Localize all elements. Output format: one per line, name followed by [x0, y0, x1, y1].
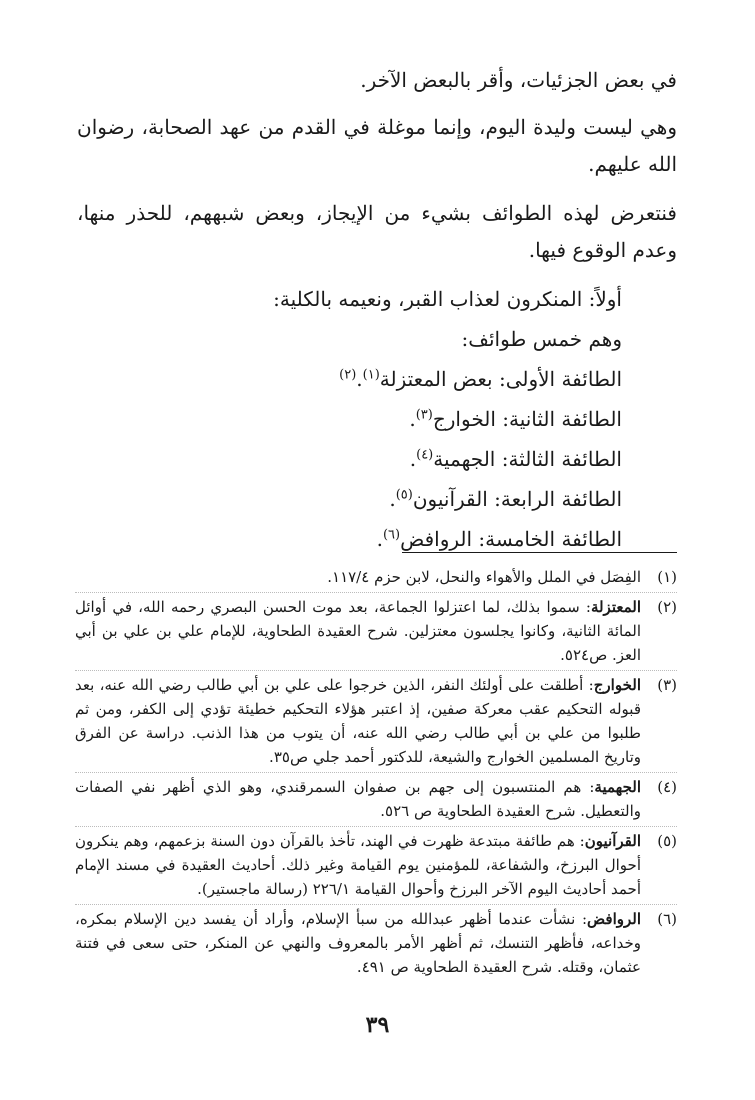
sect-period: .	[409, 407, 416, 431]
footnote-term: المعتزلة	[590, 598, 641, 616]
footnote-body	[75, 907, 641, 979]
footnote-marker[interactable]: (٣)	[415, 407, 433, 423]
footnotes	[75, 565, 677, 982]
sect-item	[77, 399, 622, 439]
footnote	[75, 565, 677, 592]
paragraph: فنتعرض لهذه الطوائف بشيء من الإيجاز، وبعض شبههم، للحذر منها، وعدم الوقوع فيها.	[77, 201, 677, 262]
footnote-body	[75, 565, 641, 589]
sect-text: الطائفة الأولى: بعض المعتزلة	[379, 367, 622, 391]
sect-text: الطائفة الثانية: الخوارج	[432, 407, 622, 431]
paragraph: وهي ليست وليدة اليوم، وإنما موغلة في القدم من عهد الصحابة، رضوان الله عليهم.	[77, 115, 677, 176]
sect-period: .	[389, 487, 396, 511]
footnote-marker[interactable]: (٤)	[416, 447, 434, 463]
footnote-marker[interactable]: (٦)	[382, 527, 401, 543]
sect-period: .	[376, 527, 383, 551]
footnote-text: : أطلقت على أولئك النفر، الذين خرجوا على علي بن أبي طالب رضي الله عنه، بعد قبوله التحكيم عقب معركة صفين، إذ اعتبر هؤلاء التحكيم خطيئة تؤدي إلى الكفر، ومن ثم طلبوا من علي بن أبي طالب رضي الله عنه، أن يتوب من هذا الذنب. دراسة عن الفرق وتاريخ المسلمين الخوارج والشيعة، للدكتور أحمد جلي ص٣٥.	[75, 676, 641, 766]
footnote-text: : نشأت عندما أظهر عبدالله من سبأ الإسلام، وأراد أن يفسد دين الإسلام بمكره، وخداعه، فأظهر التنسك، ثم أظهر الأمر بالمعروف والنهي عن المنكر، حتى سعى في فتنة عثمان، وقتله. شرح العقيدة الطحاوية ص ٤٩١.	[75, 910, 641, 976]
footnote	[75, 826, 677, 904]
footnote-body	[75, 829, 641, 901]
footnote-body	[75, 775, 641, 823]
sect-period: .	[409, 447, 417, 471]
section-subheading: وهم خمس طوائف:	[461, 327, 622, 351]
footnote-marker[interactable]: (٥)	[395, 487, 413, 503]
footnote	[75, 772, 677, 826]
footnote-body	[75, 673, 641, 769]
footnote-separator	[402, 552, 677, 553]
sect-item	[77, 519, 622, 559]
footnote-term: الروافض	[587, 910, 641, 928]
footnote-body	[75, 595, 641, 667]
footnote-number: (٢)	[657, 598, 677, 616]
footnote	[75, 670, 677, 772]
footnote-marker[interactable]: (٢)	[339, 367, 357, 383]
section-heading: أولاً: المنكرون لعذاب القبر، ونعيمه بالكلية:	[273, 287, 622, 311]
sect-text: الطائفة الثالثة: الجهمية	[433, 447, 622, 471]
footnote-number: (٦)	[657, 910, 677, 928]
sect-item	[77, 479, 622, 519]
footnote-marker[interactable]: (١)	[362, 367, 380, 383]
footnote-text: الفِصَل في الملل والأهواء والنحل، لابن حزم ١١٧/٤.	[327, 568, 641, 586]
sect-text: الطائفة الرابعة: القرآنيون	[412, 487, 622, 511]
footnote-term: الجهمية	[594, 778, 641, 796]
sect-item	[77, 359, 622, 399]
footnote-number: (٥)	[657, 832, 677, 850]
footnote-text: : هم طائفة مبتدعة ظهرت في الهند، تأخذ بالقرآن دون السنة بزعمهم، وهم ينكرون أحوال البرزخ، والشفاعة، للمؤمنين يوم القيامة وغير ذلك. أحاديث العقيدة في مسند الإمام أحمد أحاديث اليوم الآخر البرزخ وأحوال القيامة ٢٢٦/١ (رسالة ماجستير).	[75, 832, 641, 898]
footnote-number: (٤)	[657, 778, 677, 796]
footnote-text: : سموا بذلك، لما اعتزلوا الجماعة، بعد موت الحسن البصري رحمه الله، في أوائل المائة الثانية، وكانوا يجلسون معتزلين. شرح العقيدة الطحاوية، للإمام علي بن علي بن أبي العز. ص٥٢٤.	[75, 598, 641, 664]
paragraph: في بعض الجزئيات، وأقر بالبعض الآخر.	[360, 68, 677, 92]
footnote-number: (١)	[657, 568, 677, 586]
sect-item	[77, 439, 622, 479]
sects-list	[77, 279, 622, 559]
sect-period: .	[356, 367, 363, 391]
sect-text: الطائفة الخامسة: الروافض	[400, 527, 622, 551]
footnote-term: الخوارج	[593, 676, 641, 694]
main-text	[77, 62, 677, 559]
page-number: ٣٩	[365, 1012, 390, 1038]
footnote-text: : هم المنتسبون إلى جهم بن صفوان السمرقندي، وهو الذي أظهر نفي الصفات والتعطيل. شرح العقيدة الطحاوية ص ٥٢٦.	[75, 778, 641, 820]
footnote-number: (٣)	[657, 676, 677, 694]
footnote	[75, 592, 677, 670]
footnote	[75, 904, 677, 982]
footnote-term: القرآنيون	[584, 832, 641, 850]
